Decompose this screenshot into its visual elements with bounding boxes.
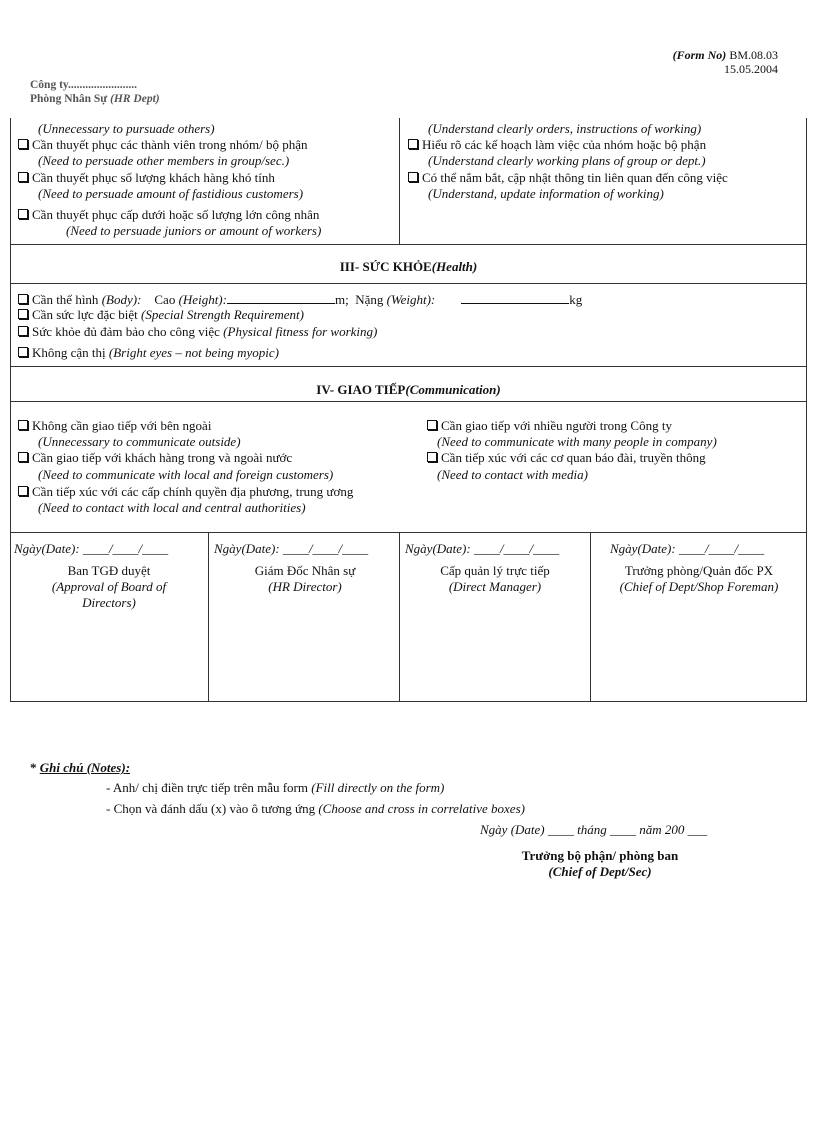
note-line: - Anh/ chị điền trực tiếp trên mẫu form (Fill directly on the form) — [106, 780, 445, 795]
checkbox-item[interactable]: Cần thuyết phục số lượng khách hàng khó tính — [18, 170, 275, 186]
signer-title: Giám Đốc Nhân sự — [254, 563, 356, 578]
date-field[interactable]: Ngày(Date): ____/____/____ — [405, 541, 560, 556]
persuasion-divider — [399, 118, 400, 244]
form-date: 15.05.2004 — [724, 62, 778, 76]
signature-divider — [208, 532, 209, 702]
checkbox-icon[interactable] — [427, 452, 437, 462]
item-translation: (Need to persuade other members in group/sec.) — [38, 153, 290, 168]
checkbox-icon[interactable] — [18, 420, 28, 430]
item-translation: (Need to communicate with local and foreign customers) — [38, 467, 334, 482]
checkbox-item[interactable]: Cần thuyết phục cấp dưới hoặc số lượng lớn công nhân — [18, 207, 319, 223]
checkbox-icon[interactable] — [408, 172, 418, 182]
checkbox-icon[interactable] — [18, 486, 28, 496]
checkbox-icon[interactable] — [427, 420, 437, 430]
section-health-title: III- SỨC KHỎE(Health) — [339, 259, 478, 274]
persuasion-left-en-0: (Unnecessary to pursuade others) — [38, 121, 215, 136]
notes-date-line[interactable]: Ngày (Date) ____ tháng ____ năm 200 ___ — [480, 822, 708, 837]
checkbox-item[interactable]: Cần tiếp xúc với các cấp chính quyền địa phương, trung ương — [18, 484, 353, 500]
item-translation: (Need to communicate with many people in company) — [437, 434, 717, 449]
note-line: - Chọn và đánh dấu (x) vào ô tương ứng (Choose and cross in correlative boxes) — [106, 801, 525, 816]
signer-title-en: (Direct Manager) — [448, 579, 542, 594]
checkbox-item[interactable]: Cần sức lực đặc biệt (Special Strength Requirement) — [18, 307, 304, 323]
company-block — [30, 78, 160, 106]
item-translation: (Need to persuade amount of fastidious customers) — [38, 186, 304, 201]
section-communication-title: IV- GIAO TIẾP(Communication) — [316, 382, 501, 397]
checkbox-icon[interactable] — [18, 209, 28, 219]
checkbox-icon[interactable] — [18, 309, 28, 319]
item-translation: (Unnecessary to communicate outside) — [38, 434, 241, 449]
item-translation: (Understand clearly working plans of group or dept.) — [428, 153, 706, 168]
checkbox-item[interactable]: Cần tiếp xúc với các cơ quan báo đài, truyền thông — [427, 450, 706, 466]
checkbox-icon[interactable] — [18, 347, 28, 357]
signature-hr-director[interactable] — [214, 541, 396, 595]
dept-vn: Phòng Nhân Sự — [30, 93, 108, 105]
signer-title-en: (Chief of Dept/Sec) — [548, 864, 652, 879]
signature-divider — [590, 532, 591, 702]
row-divider — [10, 532, 807, 533]
checkbox-item[interactable]: Cần thuyết phục các thành viên trong nhóm/ bộ phận — [18, 137, 307, 153]
weight-field[interactable] — [461, 291, 569, 304]
checkbox-item[interactable]: Không cận thị (Bright eyes – not being myopic) — [18, 345, 279, 361]
signature-divider — [399, 532, 400, 702]
checkbox-icon[interactable] — [18, 172, 28, 182]
form-no: BM.08.03 — [729, 48, 778, 62]
checkbox-icon[interactable] — [18, 139, 28, 149]
table-left-border — [10, 118, 11, 702]
signer-title-en: (Chief of Dept/Shop Foreman) — [619, 579, 779, 594]
date-field[interactable]: Ngày(Date): ____/____/____ — [610, 541, 765, 556]
checkbox-item[interactable]: Hiểu rõ các kế hoạch làm việc của nhóm hoặc bộ phận — [408, 137, 706, 153]
date-field[interactable]: Ngày(Date): ____/____/____ — [14, 541, 169, 556]
form-number-block — [673, 48, 778, 76]
checkbox-icon[interactable] — [18, 326, 28, 336]
checkbox-item[interactable]: Có thể nắm bắt, cập nhật thông tin liên quan đến công việc — [408, 170, 728, 186]
checkbox-icon[interactable] — [18, 294, 28, 304]
checkbox-icon[interactable] — [18, 452, 28, 462]
table-right-border — [806, 118, 807, 702]
checkbox-item-body[interactable]: Cần thể hình (Body): Cao (Height): m; Nặng (Weight): kg — [18, 291, 582, 308]
signature-direct-manager[interactable] — [405, 541, 585, 595]
dept-en: (HR Dept) — [110, 93, 160, 105]
signer-title: Cấp quản lý trực tiếp — [440, 563, 550, 578]
checkbox-item[interactable]: Cần giao tiếp với khách hàng trong và ngoài nước — [18, 450, 292, 466]
signer-title: Trưởng phòng/Quản đốc PX — [624, 563, 774, 578]
checkbox-item[interactable]: Không cần giao tiếp với bên ngoài — [18, 418, 211, 434]
notes-signer — [480, 848, 720, 880]
form-no-label: (Form No) — [672, 48, 727, 62]
row-divider — [10, 244, 807, 245]
item-translation: (Need to persuade juniors or amount of workers) — [66, 223, 322, 238]
checkbox-icon[interactable] — [408, 139, 418, 149]
signature-board[interactable] — [14, 541, 204, 611]
item-translation: (Understand, update information of working) — [428, 186, 664, 201]
company-name: Công ty........................ — [30, 79, 138, 91]
table-bottom-border — [10, 701, 807, 702]
row-divider — [10, 401, 807, 402]
notes-title: * Ghi chú (Notes): — [30, 760, 131, 775]
signer-title-en: (HR Director) — [268, 579, 342, 594]
signer-title-en: (Approval of Board of Directors) — [51, 579, 167, 610]
signature-chief-dept[interactable] — [596, 541, 802, 595]
signer-title: Trưởng bộ phận/ phòng ban — [521, 848, 679, 863]
item-translation: (Need to contact with local and central authorities) — [38, 500, 306, 515]
persuasion-right-en-0: (Understand clearly orders, instructions of working) — [428, 121, 702, 136]
height-field[interactable] — [227, 291, 335, 304]
row-divider — [10, 283, 807, 284]
date-field[interactable]: Ngày(Date): ____/____/____ — [214, 541, 369, 556]
signer-title: Ban TGĐ duyệt — [67, 563, 151, 578]
row-divider — [10, 366, 807, 367]
item-translation: (Need to contact with media) — [437, 467, 588, 482]
checkbox-item[interactable]: Cần giao tiếp với nhiều người trong Công ty — [427, 418, 672, 434]
checkbox-item[interactable]: Sức khỏe đủ đảm bảo cho công việc (Physical fitness for working) — [18, 324, 377, 340]
